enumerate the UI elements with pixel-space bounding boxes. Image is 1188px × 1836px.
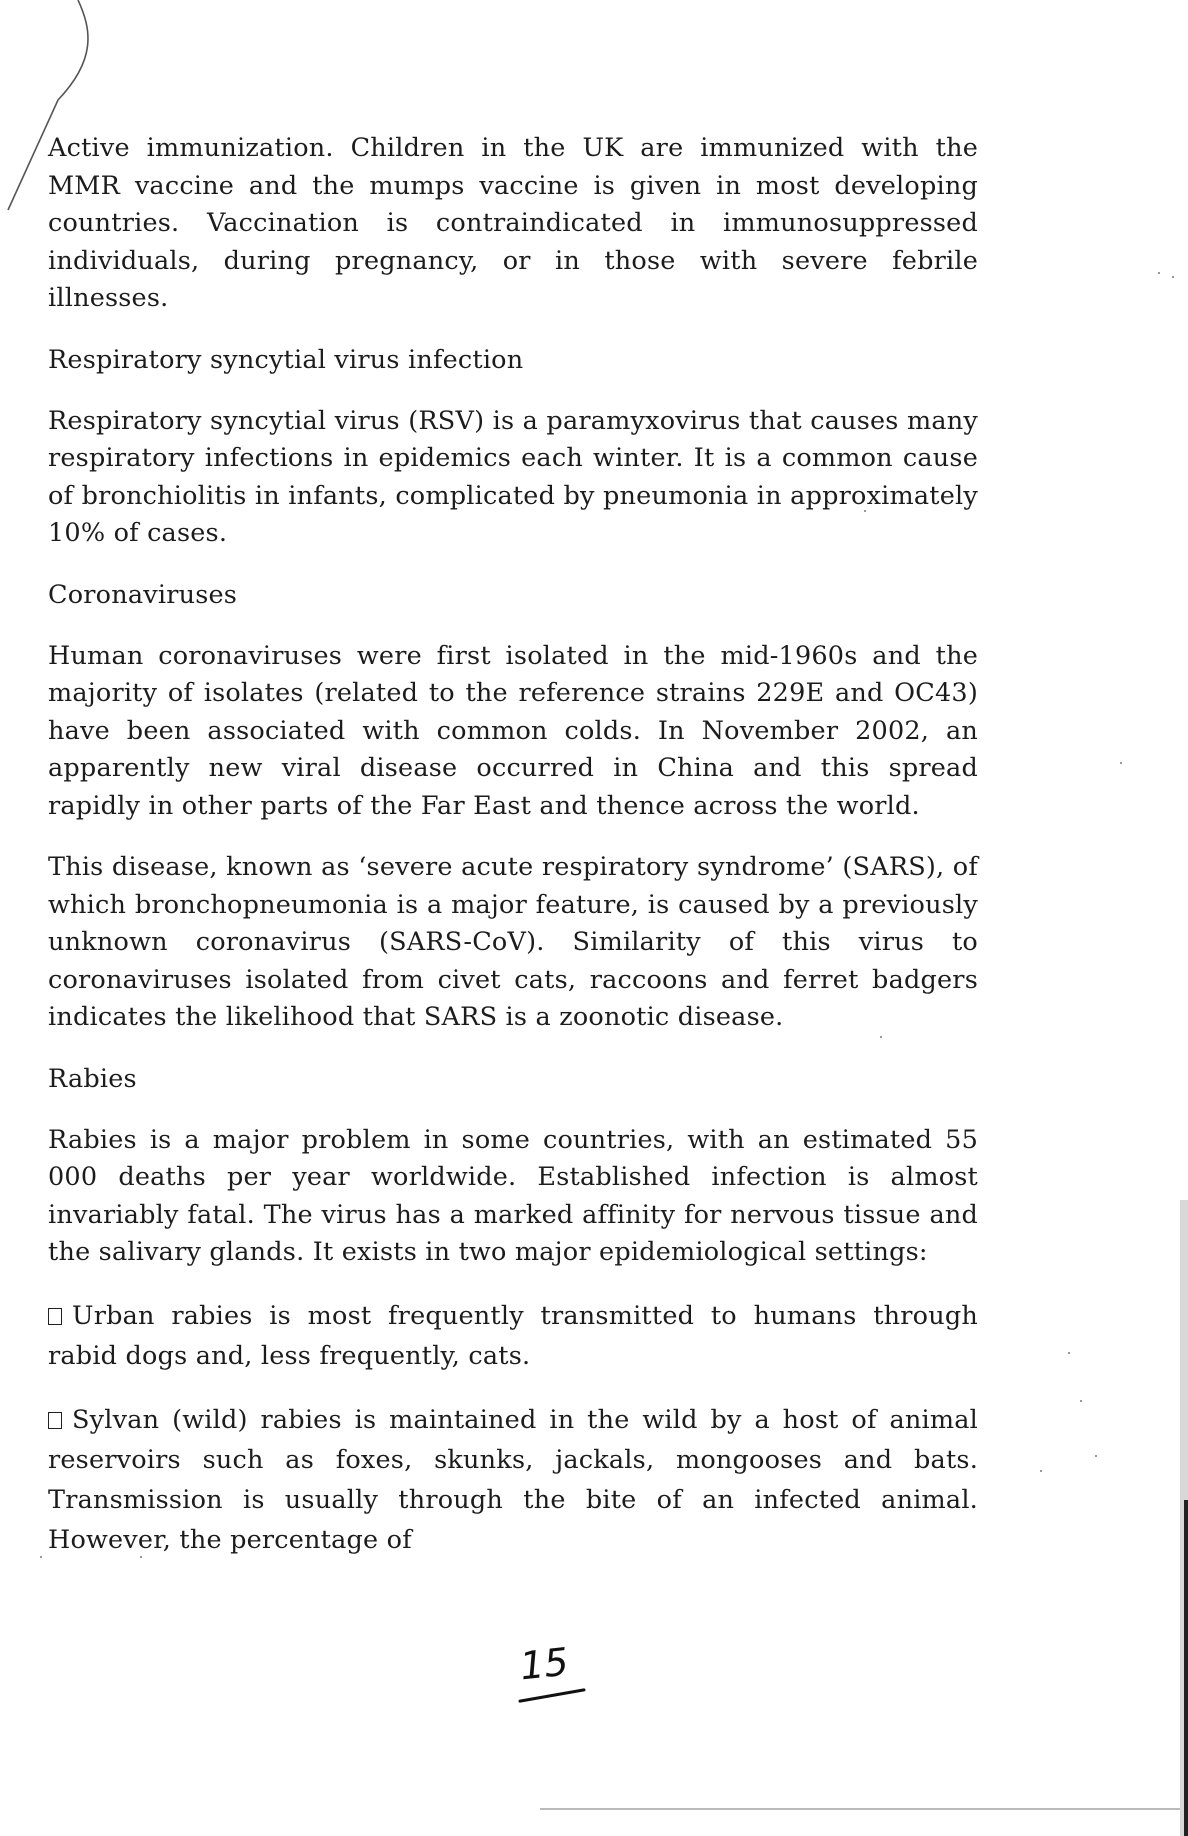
scan-speck: [1095, 1455, 1097, 1457]
checkbox-square-icon: [48, 1308, 62, 1325]
bullet-text: Sylvan (wild) rabies is maintained in the wild by a host of animal reservoirs such as foxes, skunks, jackals, mongooses and bats. Transmission is usually through the bite of an infected animal. However, the percentage of: [48, 1404, 978, 1555]
scan-bottom-line: [540, 1808, 1180, 1810]
scan-speck: [1172, 276, 1174, 278]
scan-speck: [1158, 272, 1160, 274]
paragraph-coronaviruses-2: This disease, known as ‘severe acute respiratory syndrome’ (SARS), of which bronchopneumonia is a major feature, is caused by a previously unknown coronavirus (SARS-CoV). Similarity of this virus to coronaviruses isolated from civet cats, raccoons and ferret badgers indicates the likelihood that SARS is a zoonotic disease.: [48, 852, 978, 1032]
scan-speck: [1080, 1400, 1082, 1402]
document-body: [48, 130, 978, 1584]
scan-speck: [1040, 1470, 1042, 1472]
scan-speck: [40, 1556, 42, 1558]
page-number-handwritten: 15: [517, 1639, 571, 1689]
paragraph-rabies: Rabies is a major problem in some countries, with an estimated 55 000 deaths per year worldwide. Established infection is almost invariably fatal. The virus has a marked affinity for nervous tissue and the salivary glands. It exists in two major epidemiological settings:: [48, 1124, 978, 1267]
heading-rabies: Rabies: [48, 1063, 137, 1094]
bullet-urban-rabies: [48, 1296, 978, 1376]
paragraph-coronaviruses-1: Human coronaviruses were first isolated in the mid-1960s and the majority of isolates (related to the reference strains 229E and OC43) have been associated with common colds. In November 2002, an apparently new viral disease occurred in China and this spread rapidly in other parts of the Far East and thence across the world.: [48, 640, 978, 821]
page-edge-shadow: [1160, 1200, 1188, 1836]
paragraph-rsv: Respiratory syncytial virus (RSV) is a paramyxovirus that causes many respiratory infections in epidemics each winter. It is a common cause of bronchiolitis in infants, complicated by pneumonia in approximately 10% of cases.: [48, 405, 978, 548]
scan-speck: [1120, 762, 1122, 764]
bullet-text: Urban rabies is most frequently transmitted to humans through rabid dogs and, less frequently, cats.: [48, 1300, 978, 1371]
paragraph-active-immunization: Active immunization. Children in the UK are immunized with the MMR vaccine and the mumps vaccine is given in most developing countries. Vaccination is contraindicated in immunosuppressed individuals, during pregnancy, or in those with severe febrile illnesses.: [48, 133, 978, 313]
bullet-sylvan-rabies: [48, 1400, 978, 1560]
page-number-underline: [518, 1688, 585, 1703]
heading-coronaviruses: Coronaviruses: [48, 579, 238, 610]
scan-speck: [1068, 1352, 1070, 1354]
heading-rsv: Respiratory syncytial virus infection: [48, 344, 524, 375]
checkbox-square-icon: [48, 1412, 62, 1429]
